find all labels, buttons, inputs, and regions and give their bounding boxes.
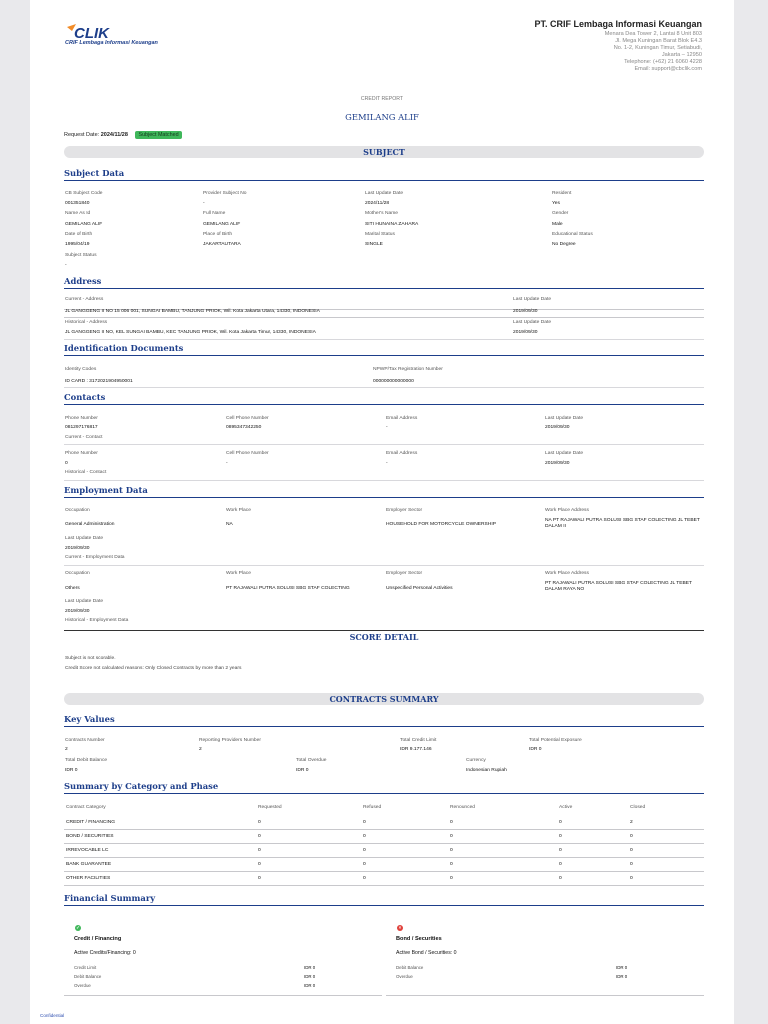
table-cell: 0: [363, 876, 366, 881]
table-cell: 0: [630, 876, 633, 881]
report-header: [30, 0, 734, 80]
report-page: [30, 0, 734, 1024]
email-address-label: Email Address: [386, 416, 418, 421]
financial-card: [64, 916, 382, 996]
company-address-line: Jl. Mega Kuningan Barat Blok E4.3: [615, 37, 702, 44]
full-name-label: Full Name: [203, 211, 226, 216]
table-cell: 0: [559, 862, 562, 867]
table-cell: 0: [363, 834, 366, 839]
cb-subject-code-value: 001351840: [65, 201, 90, 206]
table-cell: 0: [630, 862, 633, 867]
category-summary-title: Summary by Category and Phase: [64, 781, 704, 794]
x-circle-icon: ×: [398, 925, 402, 930]
employment-update-value: 2019/09/30: [65, 609, 90, 614]
logo-tagline: CRIF Lembaga Informasi Keuangan: [65, 40, 158, 46]
cell-phone-label: Cell Phone Number: [226, 451, 269, 456]
report-subject-name: GEMILANG ALIF: [345, 112, 419, 122]
table-row: [64, 872, 704, 886]
subject-status-value: -: [65, 263, 67, 268]
request-date-value: 2024/11/28: [100, 132, 128, 138]
table-cell: 0: [258, 834, 261, 839]
identification-bottom-rule: [64, 387, 704, 388]
contact-kind-label: Historical - Contact: [65, 470, 107, 475]
resident-label: Resident: [552, 191, 572, 196]
cell-phone-label: Cell Phone Number: [226, 416, 269, 421]
financial-card-active-count: Active Bond / Securities: 0: [396, 950, 457, 956]
company-address-line: Jakarta – 12950: [661, 51, 702, 58]
date-of-birth-label: Date of Birth: [65, 232, 93, 237]
table-cell: BANK GUARANTEE: [66, 862, 112, 867]
check-circle-icon: ✓: [76, 925, 80, 930]
table-cell: BOND / SECURITIES: [66, 834, 114, 839]
table-cell: 0: [630, 834, 633, 839]
educational-status-value: No Degree: [552, 242, 576, 247]
table-cell: 0: [559, 876, 562, 881]
last-update-value: 2024/11/28: [365, 201, 390, 206]
phone-number-label: Phone Number: [65, 416, 98, 421]
employer-sector-value: Unspecified Personal Activities: [386, 586, 453, 591]
mothers-name-label: Mother's Name: [365, 211, 399, 216]
currency-value: Indonesian Rupiah: [466, 768, 507, 773]
occupation-label: Occupation: [65, 508, 90, 513]
work-place-value: PT RAJAWALI PUTRA SOLUSI SBG STAF COLECTING: [226, 586, 350, 591]
contact-phone-value: 0: [65, 461, 68, 466]
total-credit-limit-value: IDR 9.177.146: [400, 747, 432, 752]
contact-update-value: 2019/09/30: [545, 425, 570, 430]
occupation-value: Others: [65, 586, 80, 591]
contact-update-value: 2019/09/30: [545, 461, 570, 466]
table-cell: 0: [363, 820, 366, 825]
contact-kind-label: Current - Contact: [65, 435, 103, 440]
employment-title: Employment Data: [64, 485, 704, 498]
table-row: [64, 858, 704, 872]
table-cell: 2: [630, 820, 633, 825]
employment-kind-label: Historical - Employment Data: [65, 618, 129, 623]
table-cell: 0: [450, 834, 453, 839]
reporting-providers-label: Reporting Providers Number: [199, 738, 261, 743]
total-debit-balance-value: IDR 0: [65, 768, 78, 773]
currency-label: Currency: [466, 758, 486, 763]
provider-subject-no-label: Provider Subject No: [203, 191, 247, 196]
subject-status-label: Subject Status: [65, 253, 97, 258]
marital-status-label: Marital Status: [365, 232, 395, 237]
table-header-row: [64, 802, 704, 815]
table-cell: 0: [363, 848, 366, 853]
contact-cell-value: -: [226, 461, 228, 466]
work-place-address-value: NA PT RAJAWALI PUTRA SOLUSI SBG STAF COLECTING JL TEBET DALAM II: [545, 518, 700, 529]
financial-card-title: Credit / Financing: [74, 936, 122, 942]
address-divider: [64, 316, 704, 318]
contact-update-label: Last Update Date: [545, 451, 584, 456]
contact-update-label: Last Update Date: [545, 416, 584, 421]
mothers-name-value: SITI HUNAINA ZAHARA: [365, 222, 419, 227]
company-telephone: Telephone: (+62) 21 6060 4228: [624, 58, 702, 65]
identity-codes-value: ID CARD : 3172021904950001: [65, 379, 133, 384]
employer-sector-label: Employer Sector: [386, 508, 423, 513]
request-date-label: Request Date:: [64, 132, 100, 138]
employment-divider: [64, 565, 704, 566]
table-row: [64, 844, 704, 858]
report-type-label: CREDIT REPORT: [360, 96, 404, 102]
table-row: [64, 830, 704, 844]
table-header-cell: Closed: [630, 805, 646, 810]
financial-summary-title: Financial Summary: [64, 893, 704, 906]
contracts-number-value: 2: [65, 747, 68, 752]
total-credit-limit-label: Total Credit Limit: [400, 738, 437, 743]
table-cell: 0: [450, 876, 453, 881]
total-overdue-value: IDR 0: [296, 768, 309, 773]
company-address-line: Menara Dea Tower 2, Lantai 8 Unit 803: [604, 31, 702, 37]
employment-kind-label: Current - Employment Data: [65, 555, 125, 560]
financial-row-label: Debit Balance: [74, 974, 102, 979]
educational-status-label: Educational Status: [552, 232, 593, 237]
table-cell: 0: [258, 820, 261, 825]
subject-matched-badge: Subject Matched: [135, 131, 181, 139]
identity-codes-label: Identity Codes: [65, 367, 97, 372]
current-address-update-value: 2019/09/30: [513, 309, 538, 314]
table-cell: CREDIT / FINANCING: [66, 820, 116, 825]
score-line-1: Subject is not scorable.: [65, 656, 116, 661]
company-name: PT. CRIF Lembaga Informasi Keuangan: [534, 19, 702, 29]
table-cell: 0: [559, 834, 562, 839]
contacts-title: Contacts: [64, 392, 704, 405]
contracts-number-label: Contracts Number: [65, 738, 105, 743]
address-title: Address: [64, 276, 704, 289]
table-header-cell: Renounced: [450, 805, 476, 810]
address-bottom-rule: [64, 339, 704, 340]
employer-sector-value: HOUSEHOLD FOR MOTORCYCLE OWNERSHIP: [386, 522, 496, 527]
phone-number-label: Phone Number: [65, 451, 98, 456]
financial-card-title: Bond / Securities: [396, 936, 442, 942]
total-overdue-label: Total Overdue: [296, 758, 327, 763]
npwp-label: NPWP/Tax Registration Number: [373, 367, 443, 372]
financial-card-active-count: Active Credits/Financing: 0: [74, 950, 136, 956]
financial-card-rule: [386, 995, 704, 996]
identification-title: Identification Documents: [64, 343, 704, 356]
financial-row-label: Debit Balance: [396, 965, 424, 970]
score-line-2: Credit Score not calculated reasons: Only Closed Contracts by more than 2 years: [65, 666, 242, 671]
name-as-id-value: GEMILANG ALIF: [65, 222, 103, 227]
table-cell: IRREVOCABLE LC: [66, 848, 109, 853]
occupation-value: General Administration: [65, 522, 115, 527]
total-potential-exposure-value: IDR 0: [529, 747, 542, 752]
current-address-value: JL GANGGENG II NO 15 006 001, SUNGAI BAMBU, TANJUNG PRIOK, Wil. Kota Jakarta Utara, 14330, INDONESIA: [65, 309, 320, 314]
request-date-line: [64, 131, 182, 139]
financial-row-label: Overdue: [396, 974, 413, 979]
key-values-title: Key Values: [64, 714, 704, 727]
work-place-address-label: Work Place Address: [545, 508, 589, 513]
table-cell: 0: [450, 862, 453, 867]
historical-address-value: JL GANGGENG II NO, KEL SUNGAI BAMBU, KEC TANJUNG PRIOK, Wil. Kota Jakarta Timur, 14330, INDONESIA: [65, 330, 316, 335]
subject-data-title: Subject Data: [64, 168, 704, 181]
current-address-row: [64, 295, 704, 310]
provider-subject-no-value: -: [203, 201, 205, 206]
employer-sector-label: Employer Sector: [386, 571, 423, 576]
work-place-address-value: PT RAJAWALI PUTRA SOLUSI SBG STAF COLECTING JL TEBET DALAM RAYA NO: [545, 581, 692, 592]
place-of-birth-value: JAKARTAUTARA: [203, 242, 241, 247]
contact-email-value: -: [386, 425, 388, 430]
current-address-label: Current - Address: [65, 297, 104, 302]
score-detail-band: SCORE DETAIL: [64, 630, 704, 643]
financial-row-value: IDR 0: [304, 965, 316, 970]
total-potential-exposure-label: Total Potential Exposure: [529, 738, 582, 743]
contracts-summary-band: CONTRACTS SUMMARY: [64, 693, 704, 705]
total-debit-balance-label: Total Debit Balance: [65, 758, 108, 763]
resident-value: Yes: [552, 201, 560, 206]
employment-update-value: 2019/09/30: [65, 546, 90, 551]
employment-update-label: Last Update Date: [65, 536, 104, 541]
financial-card: [386, 916, 704, 996]
financial-row-label: Overdue: [74, 983, 91, 988]
table-cell: 0: [258, 848, 261, 853]
historical-address-update-value: 2019/09/30: [513, 330, 538, 335]
table-header-cell: Requested: [258, 805, 282, 810]
company-info: [534, 19, 702, 72]
full-name-value: GEMILANG ALIF: [203, 222, 241, 227]
historical-address-label: Historical - Address: [65, 320, 108, 325]
table-header-cell: Active: [559, 805, 573, 810]
contact-cell-value: 0895347342250: [226, 425, 262, 430]
financial-row-value: IDR 0: [616, 974, 628, 979]
reporting-providers-value: 2: [199, 747, 202, 752]
occupation-label: Occupation: [65, 571, 90, 576]
date-of-birth-value: 1995/04/19: [65, 242, 90, 247]
table-cell: 0: [559, 820, 562, 825]
work-place-label: Work Place: [226, 508, 251, 513]
place-of-birth-label: Place of Birth: [203, 232, 233, 237]
contact-email-value: -: [386, 461, 388, 466]
email-address-label: Email Address: [386, 451, 418, 456]
company-email[interactable]: Email: support@cbclik.com: [634, 65, 702, 72]
marital-status-value: SINGLE: [365, 242, 383, 247]
table-header-cell: Contract Category: [66, 805, 106, 810]
company-address-line: No. 1-2, Kuningan Timur, Setiabudi,: [613, 44, 702, 51]
table-cell: 0: [450, 848, 453, 853]
financial-row-label: Credit Limit: [74, 965, 97, 970]
contacts-bottom-rule: [64, 480, 704, 481]
table-cell: 0: [630, 848, 633, 853]
table-cell: 0: [450, 820, 453, 825]
financial-row-value: IDR 0: [616, 965, 628, 970]
financial-row-value: IDR 0: [304, 974, 316, 979]
historical-address-update-label: Last Update Date: [513, 320, 552, 325]
table-cell: 0: [258, 862, 261, 867]
table-row: [64, 816, 704, 830]
subject-band: SUBJECT: [64, 146, 704, 158]
table-cell: 0: [363, 862, 366, 867]
logo-wordmark: CLIK: [74, 25, 109, 42]
employment-update-label: Last Update Date: [65, 599, 104, 604]
current-address-update-label: Last Update Date: [513, 297, 552, 302]
npwp-value: 000000000000000: [373, 379, 414, 384]
work-place-label: Work Place: [226, 571, 251, 576]
table-header-cell: Refused: [363, 805, 382, 810]
work-place-value: NA: [226, 522, 233, 527]
name-as-id-label: Name As Id: [65, 211, 91, 216]
last-update-label: Last Update Date: [365, 191, 404, 196]
gender-label: Gender: [552, 211, 569, 216]
confidential-footer: Confidential: [40, 1013, 65, 1018]
financial-row-value: IDR 0: [304, 983, 316, 988]
table-cell: 0: [559, 848, 562, 853]
gender-value: Male: [552, 222, 563, 227]
contact-phone-value: 081297176817: [65, 425, 98, 430]
table-cell: OTHER FACILITIES: [66, 876, 111, 881]
contacts-divider: [64, 444, 704, 445]
work-place-address-label: Work Place Address: [545, 571, 589, 576]
cb-subject-code-label: CB Subject Code: [65, 191, 103, 196]
financial-card-rule: [64, 995, 382, 996]
table-cell: 0: [258, 876, 261, 881]
